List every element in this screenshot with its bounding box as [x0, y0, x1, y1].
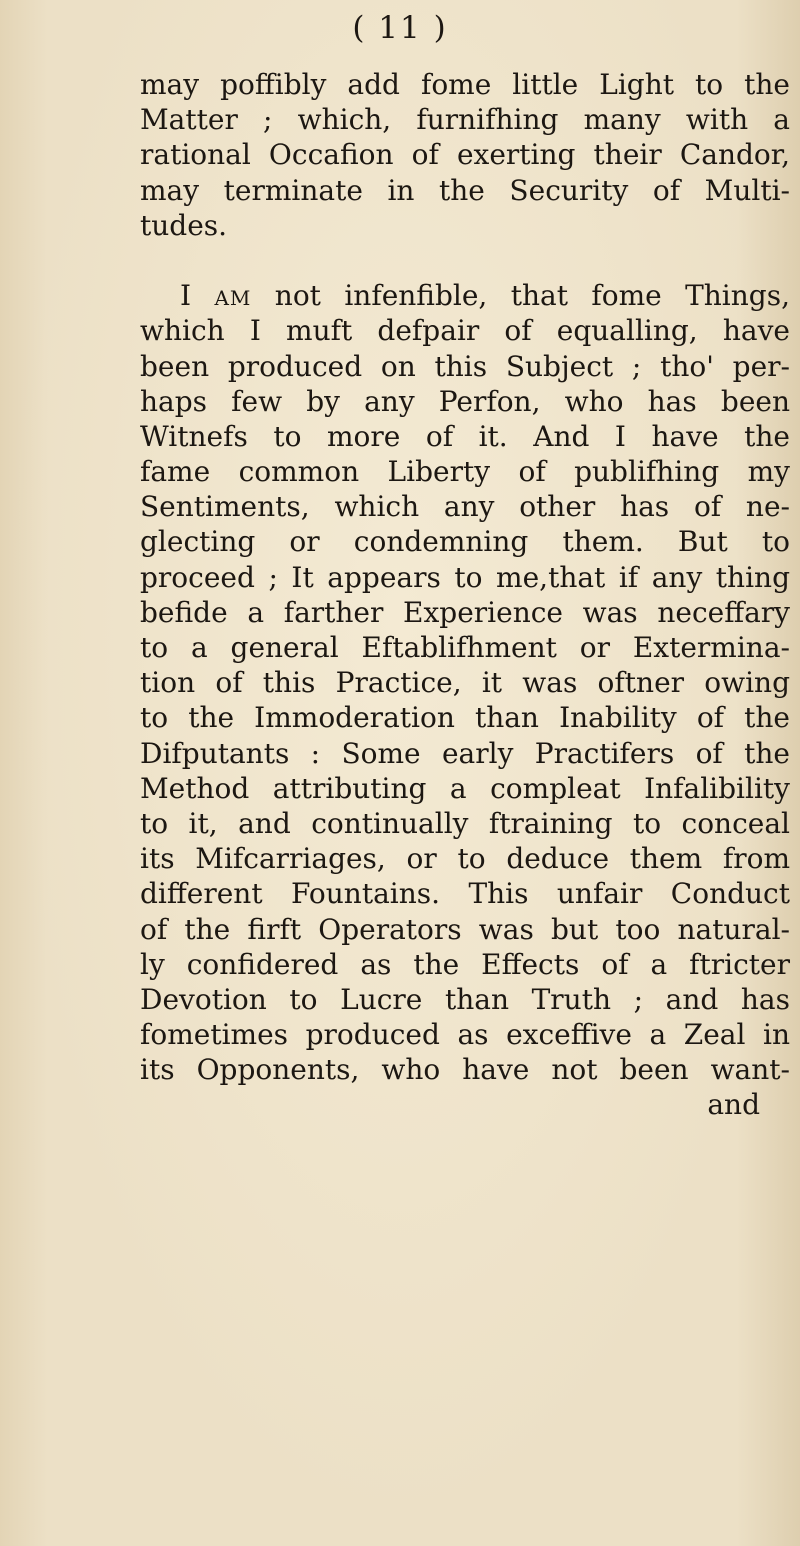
page-number: ( 11 ) [352, 10, 448, 46]
text-line: its Opponents, who have not been want- [140, 1053, 790, 1087]
text-line: proceed ; It appears to me,that if any thing [140, 560, 790, 594]
text-line: may poffibly add fome little Light to the [140, 68, 790, 101]
text-line: Sentiments, which any other has of ne- [140, 490, 790, 524]
text-line: to a general Eftablifhment or Extermina- [140, 631, 790, 664]
text-line: glecting or condemning them. But to [140, 525, 790, 559]
text-line: tudes. [140, 208, 228, 242]
paragraph-opening-line [140, 278, 790, 313]
text-line: fometimes produced as exceffive a Zeal in [140, 1018, 790, 1052]
body-text [140, 67, 790, 1123]
text-line: befide a farther Experience was neceffary [140, 595, 790, 629]
lead-word: I [180, 279, 192, 313]
text-line: been produced on this Subject ; tho' per- [140, 349, 790, 383]
text-line: ly confidered as the Effects of a ftricter [140, 947, 790, 981]
text-line: may terminate in the Security of Multi- [140, 173, 790, 207]
text-line: haps few by any Perfon, who has been [140, 384, 790, 418]
text-line: Matter ; which, furnifhing many with a [140, 103, 790, 137]
text-line: to the Immoderation than Inability of the [140, 701, 790, 735]
lead-smallcaps: AM [214, 286, 252, 311]
text-line: its Mifcarriages, or to deduce them from [140, 842, 790, 876]
text-line: Difputants : Some early Practifers of the [140, 736, 790, 770]
text-line: to it, and continually ftraining to conceal [140, 806, 790, 840]
text-line: of the firft Operators was but too natural- [140, 912, 790, 946]
text-line: tion of this Practice, it was oftner owing [140, 666, 790, 700]
catchword: and [707, 1088, 760, 1122]
text-line: Devotion to Lucre than Truth ; and has [140, 982, 790, 1016]
text-line: different Fountains. This unfair Conduct [140, 877, 790, 911]
paragraph-gap [140, 243, 790, 278]
opening-line-rest: not infenfible, that fome Things, [251, 279, 790, 313]
text-line: fame common Liberty of publifhing my [140, 455, 790, 489]
text-line: which I muft defpair of equalling, have [140, 314, 790, 348]
text-line: Method attributing a compleat Infalibility [140, 771, 790, 805]
text-line: Witnefs to more of it. And I have the [140, 419, 790, 453]
text-line: rational Occafion of exerting their Candor, [140, 138, 790, 172]
